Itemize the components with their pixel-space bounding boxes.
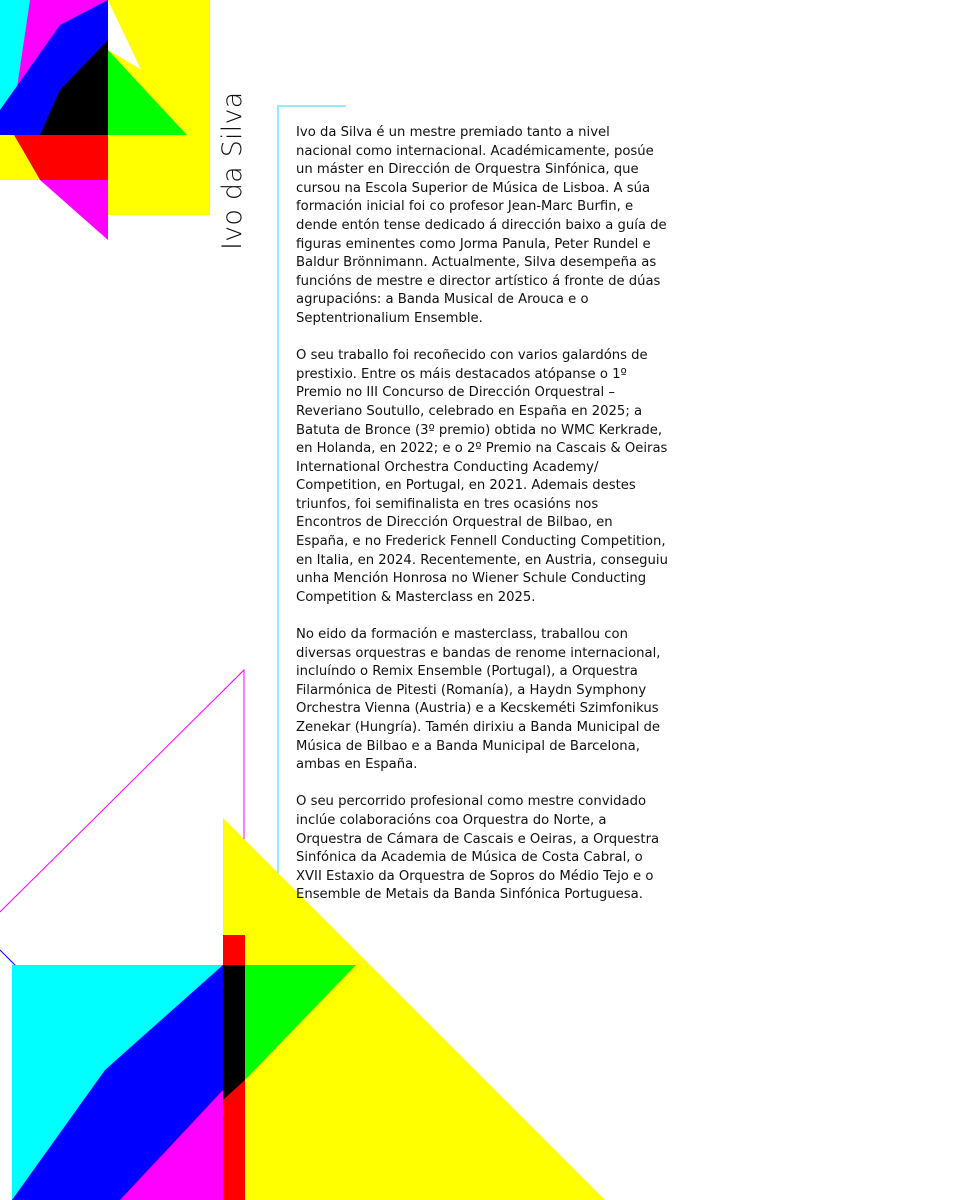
paragraph-3: No eido da formación e masterclass, traballou con diversas orquestras e bandas de renome internacional, incluíndo o Remix Ensemble (Portugal), a Orquestra Filarmónica de Pitesti (Romanía), a Haydn Symphony Orchestra Vienna (Austria) e a Kecskeméti Szimfonikus Zenekar (Hungría). Tamén dirixiu a Banda Municipal de Música de Bilbao e a Banda Municipal de Barcelona, ambas en España. (296, 627, 661, 773)
paragraph-2: O seu traballo foi recoñecido con varios galardóns de prestixio. Entre os máis destacados atópanse o 1º Premio no III Concurso de Dirección Orquestral – Reveriano Soutullo, celebrado en España en 2025; a Batuta de Bronce (3º premio) obtida no WMC Kerkrade, en Holanda, en 2022; e o 2º Premio na Cascais & Oeiras International Orchestra Conducting Academy/ Competition, en Portugal, en 2021. Ademais destes triunfos, foi semifinalista en tres ocasións nos Encontros de Dirección Orquestral de Bilbao, en España, e no Frederick Fennell Conducting Competition, en Italia, en 2024. Recentemente, en Austria, conseguiu unha Mención Honrosa no Wiener Schule Conducting Competition & Masterclass en 2025. (296, 348, 668, 605)
top-magenta-tip (40, 180, 108, 240)
paragraph-1: Ivo da Silva é un mestre premiado tanto a nivel nacional como internacional. Académicamente, posúe un máster en Dirección de Orquestra Sinfónica, que cursou na Escola Superior de Música de Lisboa. A súa formación inicial foi co profesor Jean-Marc Burfin, e dende entón tense dedicado á dirección baixo a guía de figuras eminentes como Jorma Panula, Peter Rundel e Baldur Brönnimann. Actualmente, Silva desempeña as funcións de mestre e director artístico á fronte de dúas agrupacións: a Banda Musical de Arouca e o Septentrionalium Ensemble. (296, 125, 667, 326)
bottom-black-rect (223, 965, 245, 1100)
top-left-triangles (0, 0, 210, 240)
page-title: Ivo da Silva (217, 91, 248, 250)
biography-text (296, 124, 668, 924)
paragraph-4: O seu percorrido profesional como mestre convidado inclúe colaboracións coa Orquestra do Norte, a Orquestra de Cámara de Cascais e Oeiras, a Orquestra Sinfónica da Academia de Música de Costa Cabral, o XVII Estaxio da Orquestra de Sopros do Médio Tejo e o Ensemble de Metais da Banda Sinfónica Portuguesa. (296, 794, 660, 903)
